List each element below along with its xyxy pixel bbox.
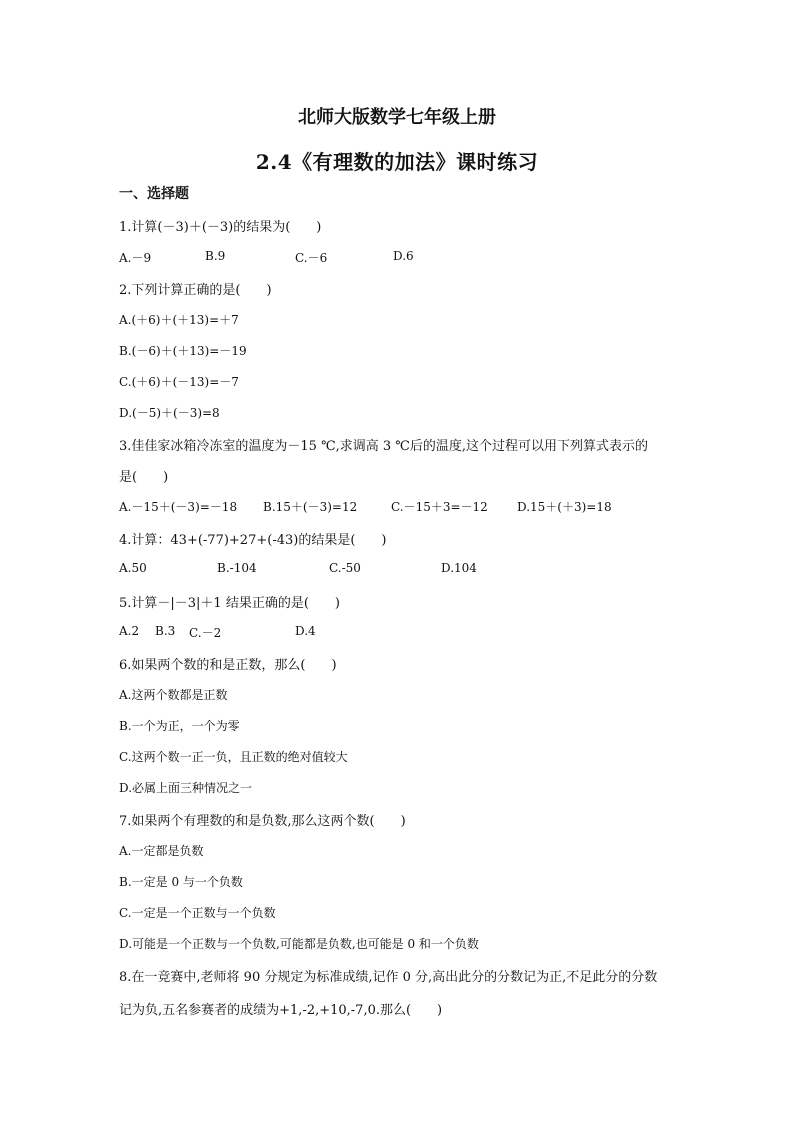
question-6-option-d: D.必属上面三种情况之一 (119, 781, 253, 795)
question-5-stem: 5.计算－|－3|＋1 结果正确的是( ) (119, 596, 340, 611)
question-8-stem-line-1: 8.在一竞赛中,老师将 90 分规定为标准成绩,记作 0 分,高出此分的分数记为正,不足此分的分数 (119, 970, 658, 985)
question-2-option-b: B.(－6)＋(＋13)=－19 (119, 344, 247, 358)
question-3-stem-line-1: 3.佳佳家冰箱冷冻室的温度为－15 ℃,求调高 3 ℃后的温度,这个过程可以用下列算式表示的 (119, 439, 648, 454)
option-c: C.－6 (295, 251, 328, 265)
question-3-stem-line-2: 是( ) (119, 470, 169, 485)
option-a: A.50 (119, 561, 147, 575)
option-c: C.－2 (189, 626, 222, 640)
option-d: D.15＋(＋3)=18 (517, 500, 612, 514)
option-a: A.－15＋(－3)=－18 (119, 500, 238, 514)
document-subtitle: 2.4《有理数的加法》课时练习 (255, 150, 539, 174)
question-7-option-d: D.可能是一个正数与一个负数,可能都是负数,也可能是 0 和一个负数 (119, 937, 479, 951)
question-7-option-a: A.一定都是负数 (119, 844, 204, 858)
question-4-stem: 4.计算：43+(-77)+27+(-43)的结果是( ) (119, 533, 387, 548)
question-7-stem: 7.如果两个有理数的和是负数,那么这两个数( ) (119, 814, 406, 829)
question-8-stem-line-2: 记为负,五名参赛者的成绩为+1,-2,+10,-7,0.那么( ) (119, 1003, 443, 1018)
option-b: B.-104 (217, 561, 257, 575)
option-a: A.－9 (119, 251, 152, 265)
option-d: D.4 (295, 624, 316, 638)
question-7-option-b: B.一定是 0 与一个负数 (119, 875, 243, 889)
option-a: A.2 (119, 624, 140, 638)
question-2-stem: 2.下列计算正确的是( ) (119, 283, 272, 298)
option-c: C.-50 (329, 561, 361, 575)
option-d: D.104 (441, 561, 477, 575)
question-2-option-d: D.(－5)＋(－3)=8 (119, 406, 220, 420)
question-6-option-a: A.这两个数都是正数 (119, 688, 228, 702)
question-6-option-c: C.这两个数一正一负，且正数的绝对值较大 (119, 750, 348, 764)
option-b: B.9 (205, 249, 226, 263)
question-6-stem: 6.如果两个数的和是正数，那么( ) (119, 658, 337, 673)
option-b: B.15＋(－3)=12 (263, 500, 358, 514)
question-6-option-b: B.一个为正，一个为零 (119, 719, 240, 733)
document-title: 北师大版数学七年级上册 (298, 107, 496, 128)
question-2-option-a: A.(＋6)＋(＋13)=＋7 (119, 313, 239, 327)
question-2-option-c: C.(＋6)＋(－13)=－7 (119, 375, 239, 389)
section-heading: 一、选择题 (119, 186, 189, 202)
question-1-stem: 1.计算(－3)＋(－3)的结果为( ) (119, 220, 322, 235)
option-d: D.6 (393, 249, 414, 263)
option-b: B.3 (155, 624, 176, 638)
question-7-option-c: C.一定是一个正数与一个负数 (119, 906, 276, 920)
option-c: C.－15＋3=－12 (391, 500, 488, 514)
